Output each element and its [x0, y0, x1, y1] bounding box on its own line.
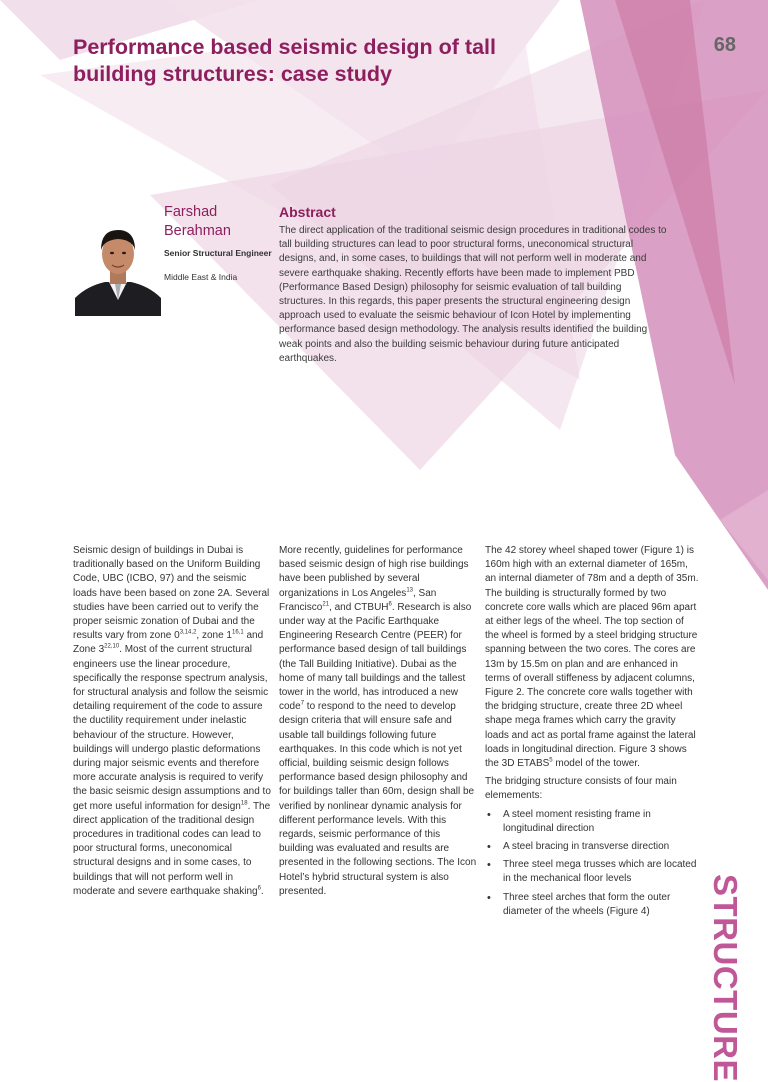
body-paragraph: The 42 storey wheel shaped tower (Figure 1) is 160m high with an external diameter of 165m, an internal diameter of 78m and a depth of 35m. The building is structurally formed by two concrete core walls which are placed 96m apart at either legs of the wheel. The top section of the wheel is formed by a steel bridging structure spanning between the two cores. The cores are 13m by 15.5m on plan and are enhanced in terms of overall stiffeness by adjacent columns, Figure 2. The concrete core walls together with the bridging structure, create three 2D wheel shape mega frames which carry the gravity loads and act as portal frame against the lateral loads in longitudinal direction. Figure 3 shows the 3D ETABS$^5$ model of the tower.: [485, 545, 699, 770]
body-paragraph: The bridging structure consists of four main elemements:: [485, 776, 677, 802]
author-name: Farshad Berahman: [164, 204, 231, 239]
author-portrait-icon: [75, 220, 161, 316]
author-photo: [75, 220, 161, 316]
list-item: • Three steel mega trusses which are located in the mechanical floor levels: [485, 858, 700, 886]
abstract-heading: Abstract: [279, 204, 336, 220]
abstract-text: The direct application of the traditional seismic design procedures in traditional codes to tall building structures can lead to poor structural forms, uneconomical structural designs, and, in some cases, to buildings that will not perform well in moderate and severe earthquake shaking. Recently efforts have been made to implement PBD (Performance Based Design) philosophy for seismic evaluation of tall building structures. In this regards, this paper presents the structural engineering design approach used to evaluate the seismic behaviour of Icon Hotel by implementing performance based design methodology. The analysis results identified the building weak points and also the building seismic behaviour during future anticipated earthquakes.: [279, 225, 667, 364]
author-role: Senior Structural Engineer: [164, 248, 272, 258]
body-paragraph: More recently, guidelines for performance based seismic design of high rise buildings have been published by several organizations in Los Angeles$^{13}$, San Francisco$^{21}$, and CTBUH$^6$. Research is also under way at the Pacific Earthquake Engineering Research Centre (PEER) for performance based design of tall buildings (the Tall Building Initiative). Dubai as the home of many tall buildings and the tallest tower in the world, has introduced a new code$^7$ to respond to the need to develop design criteria that will ensure safe and usable tall buildings following future earthquakes. In this code which is not yet official, building seismic design follows performance based design philosophy and for buildings taller than 60m, design shall be verified by nonlinear dynamic analysis for different performance levels. With this regards, seismic performance of this building was evaluated and results are presented in the following sections. The Icon Hotel’s hybrid structural system is also presented.: [279, 545, 477, 897]
body-column-3: [485, 544, 700, 923]
page-number: 68: [713, 34, 736, 56]
body-column-1: [73, 544, 271, 899]
list-item: • A steel moment resisting frame in longitudinal direction: [485, 808, 700, 836]
element-list: [485, 808, 700, 919]
author-region: Middle East & India: [164, 272, 238, 282]
list-item: • Three steel arches that form the outer diameter of the wheels (Figure 4): [485, 891, 700, 919]
list-item: • A steel bracing in transverse direction: [485, 840, 700, 854]
page-title: Performance based seismic design of tall building structures: case study: [73, 35, 496, 86]
body-column-2: [279, 544, 477, 899]
body-paragraph: Seismic design of buildings in Dubai is traditionally based on the Uniform Building Code, UBC (ICBO, 97) and the seismic loads have been based on zone 2A. Several studies have been carried out to verify the proper seismic zonation of Dubai and the results vary from zone 0$^{3,14,2}$, zone 1$^{16,1}$ and Zone 3$^{22,10}$. Most of the current structural engineers use the linear procedure, specifically the response spectrum analysis, for structural analysis and follow the seismic detailing requirement of the code to assure the ductility requirement under inelastic behaviour of the structure. However, buildings will undergo plastic deformations during major seismic events and therefore more accurate analysis is required to verify the basic seismic design assumptions and to get more useful information for design$^{18}$. The direct application of the traditional design procedures in traditional codes can lead to poor structural forms, uneconomical structural designs and in some cases, to buildings that will not perform well in moderate and severe earthquake shaking$^6$.: [73, 545, 271, 897]
section-tab: STRUCTURE: [707, 874, 744, 1082]
